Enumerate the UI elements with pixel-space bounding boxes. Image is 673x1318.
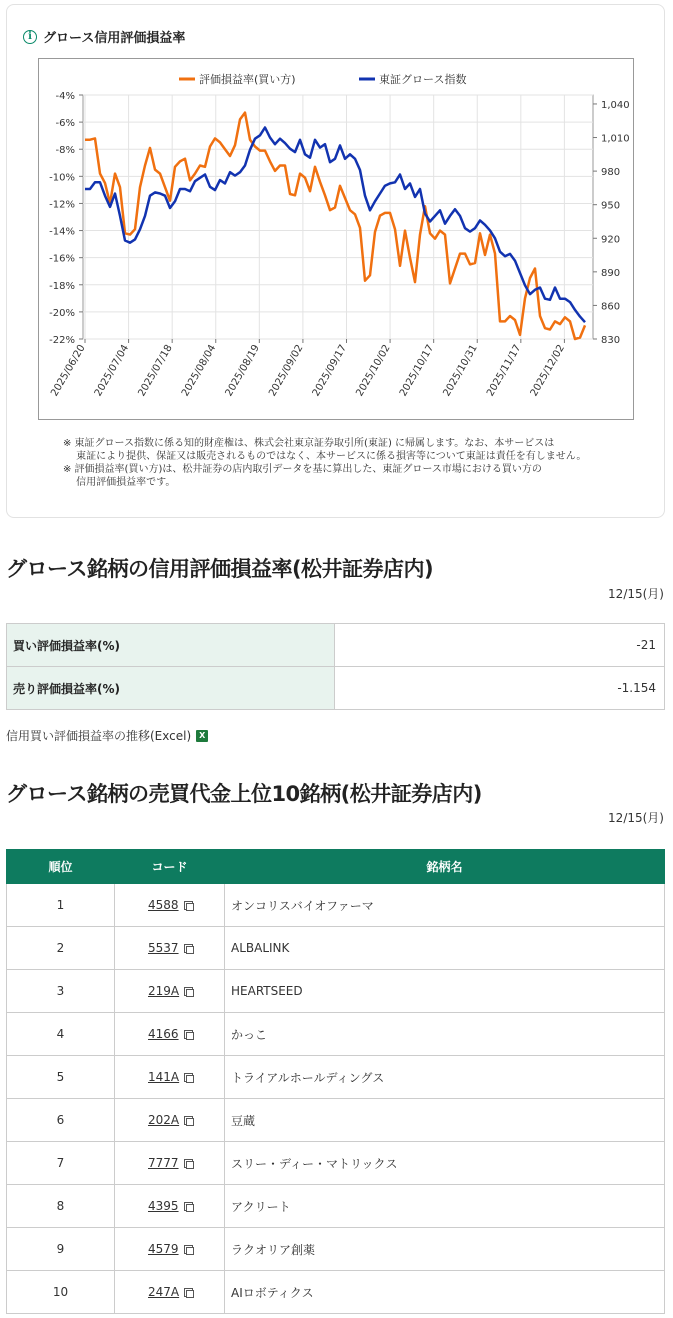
y-right-tick-label: 890 [601,267,621,279]
code-cell [115,1228,225,1271]
legend-label: 東証グロース指数 [379,73,467,86]
rank-cell: 1 [7,884,115,927]
stock-name: AIロボティクス [225,1271,665,1314]
copy-icon[interactable] [184,1288,193,1297]
y-right-tick-label: 950 [601,200,621,212]
copy-icon[interactable] [184,987,193,996]
x-tick-label: 2025/10/31 [441,343,480,399]
stock-code-link[interactable]: 5537 [148,941,179,955]
table-row [7,1185,665,1228]
x-tick-label: 2025/10/17 [397,343,437,399]
stock-name: かっこ [225,1013,665,1056]
code-cell [115,1185,225,1228]
y-left-tick-label: -14% [49,226,75,238]
rank-cell: 3 [7,970,115,1013]
rank-cell: 9 [7,1228,115,1271]
stock-code-link[interactable]: 219A [148,984,180,998]
y-left-tick-label: -16% [49,253,75,265]
copy-icon[interactable] [184,1245,193,1254]
chart-note-line: ※ 東証グロース指数に係る知的財産権は、株式会社東京証券取引所(東証) に帰属します。なお、本サービスは [63,438,555,449]
stock-code-link[interactable]: 141A [148,1070,180,1084]
header-rank: 順位 [7,850,115,884]
chart-svg [39,59,635,421]
y-left-tick-label: -6% [55,118,75,130]
copy-icon[interactable] [184,944,193,953]
x-tick-label: 2025/06/20 [49,343,88,399]
copy-icon[interactable] [184,1073,193,1082]
y-right-tick-label: 860 [601,301,621,313]
code-cell [115,884,225,927]
x-tick-label: 2025/10/02 [354,343,393,399]
stock-name: オンコリスバイオファーマ [225,884,665,927]
y-right-tick-label: 830 [601,335,621,346]
margin-ratio-table [6,623,665,710]
stock-code-link[interactable]: 7777 [148,1156,179,1170]
chart-note-line: ※ 評価損益率(買い方)は、松井証券の店内取引データを基に算出した、東証グロース市場における買い方の [63,464,542,475]
line-chart [38,58,634,420]
table-row [7,1228,665,1271]
header-name: 銘柄名 [225,850,665,884]
code-cell [115,1056,225,1099]
stock-code-link[interactable]: 4579 [148,1242,179,1256]
table-row [7,884,665,927]
x-tick-label: 2025/09/02 [267,343,306,399]
code-cell [115,970,225,1013]
stock-name: トライアルホールディングス [225,1056,665,1099]
y-left-tick-label: -18% [49,280,75,292]
table-row [7,1056,665,1099]
buy-ratio-label: 買い評価損益率(%) [7,624,335,667]
x-tick-label: 2025/09/17 [310,343,350,399]
table-row [7,927,665,970]
plot-area [83,95,593,339]
table-row [7,970,665,1013]
stock-name: HEARTSEED [225,970,665,1013]
rank-cell: 8 [7,1185,115,1228]
y-right-tick-label: 920 [601,234,621,246]
margin-section-date: 12/15(月) [608,587,664,601]
stock-name: 豆蔵 [225,1099,665,1142]
ranking-section-date: 12/15(月) [608,811,664,825]
margin-section-title: グロース銘柄の信用評価損益率(松井証券店内) [6,557,434,581]
copy-icon[interactable] [184,1030,193,1039]
x-tick-label: 2025/12/02 [528,343,568,399]
x-tick-label: 2025/08/04 [179,343,219,399]
stock-name: ALBALINK [225,927,665,970]
sell-ratio-label: 売り評価損益率(%) [7,667,335,710]
buy-ratio-value: -21 [335,624,665,667]
x-tick-label: 2025/07/04 [92,343,132,399]
table-header-row [7,850,665,884]
stock-name: スリー・ディー・マトリックス [225,1142,665,1185]
excel-download-link[interactable] [6,727,208,744]
y-left-tick-label: -20% [49,307,75,319]
legend-label: 評価損益率(買い方) [199,73,296,86]
code-cell [115,927,225,970]
ranking-section-title: グロース銘柄の売買代金上位10銘柄(松井証券店内) [6,782,482,806]
stock-code-link[interactable]: 4395 [148,1199,179,1213]
copy-icon[interactable] [184,1159,193,1168]
rank-cell: 6 [7,1099,115,1142]
x-tick-label: 2025/07/18 [136,343,175,399]
chart-card-title [23,27,185,46]
rank-cell: 7 [7,1142,115,1185]
excel-link-text[interactable]: 信用買い評価損益率の推移(Excel) [6,729,192,743]
table-row [7,1271,665,1314]
stock-name: ラクオリア創薬 [225,1228,665,1271]
header-code: コード [115,850,225,884]
y-left-tick-label: -8% [55,145,75,157]
chart-notes [63,437,623,489]
table-row [7,667,665,710]
y-right-tick-label: 1,040 [601,99,630,111]
code-cell [115,1142,225,1185]
y-right-tick-label: 980 [601,167,621,179]
stock-name: アクリート [225,1185,665,1228]
rank-cell: 5 [7,1056,115,1099]
table-row [7,624,665,667]
y-left-tick-label: -4% [55,91,75,102]
rank-cell: 10 [7,1271,115,1314]
stock-code-link[interactable]: 247A [148,1285,180,1299]
code-cell [115,1099,225,1142]
table-row [7,1142,665,1185]
stock-code-link[interactable]: 4588 [148,898,179,912]
chart-note-line: 東証により提供、保証又は販売されるものではなく、本サービスに係る損害等について東証は責任を有しません。 [63,451,587,462]
x-tick-label: 2025/11/17 [485,343,524,399]
copy-icon[interactable] [184,901,193,910]
table-row [7,1099,665,1142]
y-right-tick-label: 1,010 [601,133,630,145]
info-icon[interactable]: i [23,30,37,44]
copy-icon[interactable] [184,1116,193,1125]
chart-note-line: 信用評価損益率です。 [63,477,176,488]
copy-icon[interactable] [184,1202,193,1211]
sell-ratio-value: -1.154 [335,667,665,710]
code-cell [115,1271,225,1314]
table-row [7,1013,665,1056]
chart-card [6,4,665,518]
rank-cell: 2 [7,927,115,970]
code-cell [115,1013,225,1056]
ranking-table [6,849,665,1314]
chart-card-title-text: グロース信用評価損益率 [43,31,186,46]
y-left-tick-label: -10% [49,172,75,184]
stock-code-link[interactable]: 4166 [148,1027,179,1041]
y-left-tick-label: -12% [49,199,75,211]
rank-cell: 4 [7,1013,115,1056]
y-left-tick-label: -22% [49,335,75,346]
excel-icon[interactable]: X [196,730,208,742]
stock-code-link[interactable]: 202A [148,1113,180,1127]
x-tick-label: 2025/08/19 [223,343,262,399]
